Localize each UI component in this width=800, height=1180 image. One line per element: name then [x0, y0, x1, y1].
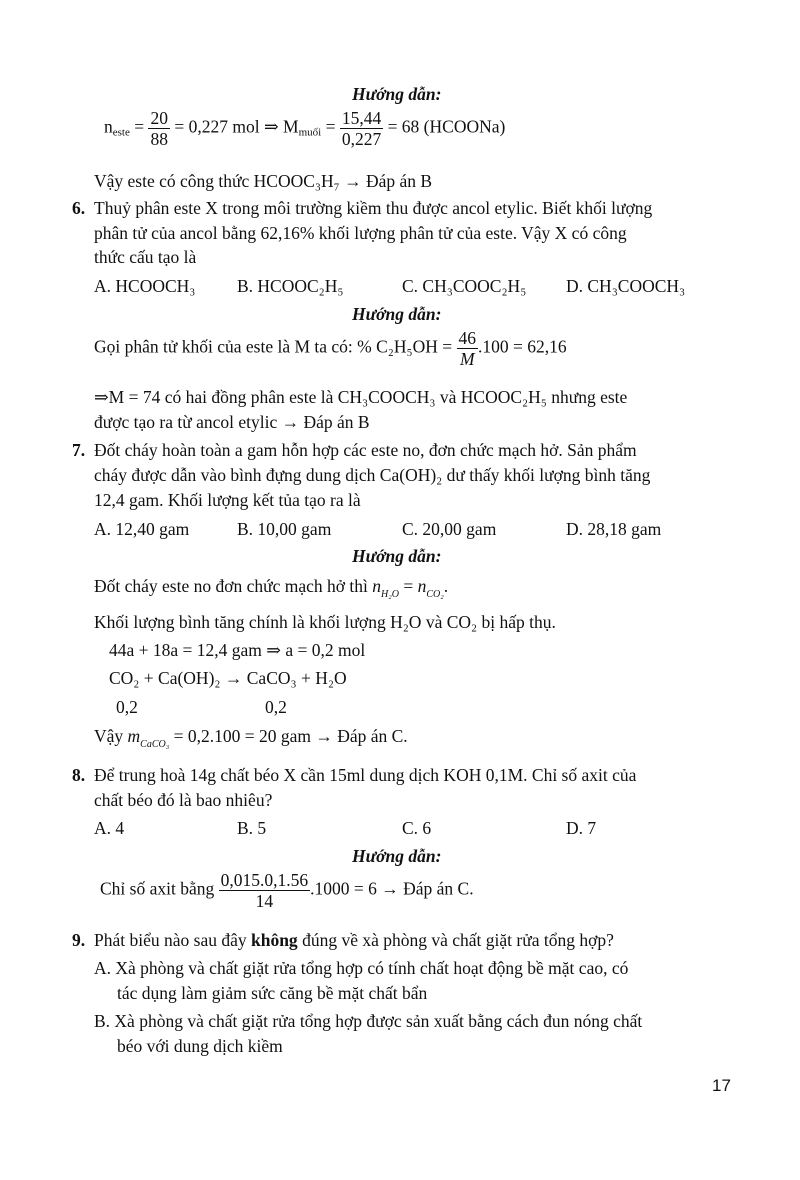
guide-formula [94, 726, 408, 750]
guide-text: Chỉ số axit bằng [100, 878, 215, 899]
denominator: 14 [255, 891, 274, 912]
question-text: Thuỷ phân este X trong môi trường kiềm thu được ancol etylic. Biết khối lượng [94, 198, 653, 218]
guide-text: ⇒M = 74 có hai đồng phân este là CH₃COOCH₃ và HCOOC₂H₅ nhưng este [94, 387, 628, 407]
option-d: D. CH₃COOCH₃ [566, 276, 686, 296]
question-text [94, 930, 614, 951]
subscript: muối [298, 126, 322, 139]
option-b: B. 10,00 gam [237, 519, 332, 539]
page-number: 17 [712, 1076, 731, 1095]
guide-formula [94, 576, 448, 600]
result: = 68 (HCOONa) [387, 116, 506, 137]
option-a: A. 12,40 gam [94, 519, 190, 539]
guide-text: Khối lượng bình tăng chính là khối lượng H₂O và CO₂ bị hấp thụ. [94, 612, 556, 632]
option-b: B. 5 [237, 818, 267, 838]
guide-text: . [443, 576, 449, 596]
numerator: 15,44 [341, 108, 382, 128]
question-text-part: Phát biểu nào sau đây [94, 930, 247, 950]
subscript: H₂O [381, 589, 399, 600]
question-text: phân tử của ancol bằng 62,16% khối lượng phân tử của este. Vậy X có công [94, 223, 627, 243]
option-b: B. HCOOC₂H₅ [237, 276, 344, 296]
option-c: C. CH₃COOC₂H₅ [402, 276, 527, 296]
fraction [457, 328, 479, 369]
equals: = [325, 116, 336, 137]
result: = 0,227 mol ⇒ M [174, 116, 299, 137]
guide-heading: Hướng dẫn: [352, 84, 442, 104]
fraction [148, 108, 170, 149]
symbol: n [372, 576, 382, 596]
conclusion-text: Vậy este có công thức HCOOC₃H₇ → Đáp án B [94, 171, 433, 191]
question-text: cháy được dẫn vào bình đựng dung dịch Ca(OH)₂ dư thấy khối lượng bình tăng [94, 465, 651, 485]
question-text: Để trung hoà 14g chất béo X cần 15ml dung dịch KOH 0,1M. Chỉ số axit của [94, 765, 637, 785]
symbol: n [417, 576, 427, 596]
symbol: m [127, 726, 141, 746]
denominator: 88 [150, 129, 168, 150]
numerator: 0,015.0,1.56 [220, 870, 309, 890]
guide-formula [94, 328, 567, 369]
guide-value: 0,2 [116, 697, 138, 717]
subscript: CO₂ [426, 589, 444, 600]
fraction [340, 108, 383, 149]
option-a-continued: tác dụng làm giảm sức căng bề mặt chất bẩn [117, 983, 428, 1003]
emphasis: không [250, 930, 298, 950]
option-d: D. 28,18 gam [566, 519, 662, 539]
numerator: 46 [458, 328, 477, 348]
question-number: 9. [72, 930, 86, 950]
option-c: C. 6 [402, 818, 432, 838]
guide-text: 44a + 18a = 12,4 gam ⇒ a = 0,2 mol [109, 640, 366, 660]
symbol: n [104, 116, 113, 137]
guide-text: Đốt cháy este no đơn chức mạch hở thì [94, 576, 368, 596]
option-d: D. 7 [566, 818, 597, 838]
subscript: este [112, 126, 130, 139]
question-text: Đốt cháy hoàn toàn a gam hỗn hợp các este no, đơn chức mạch hở. Sản phẩm [94, 440, 637, 460]
equals: = [134, 116, 145, 137]
question-number: 6. [72, 198, 86, 218]
denominator: M [459, 349, 475, 370]
guide-heading: Hướng dẫn: [352, 546, 442, 566]
option-b-continued: béo với dung dịch kiềm [117, 1036, 283, 1056]
numerator: 20 [150, 108, 168, 128]
question-text: thức cấu tạo là [94, 247, 197, 267]
guide-heading: Hướng dẫn: [352, 304, 442, 324]
guide-formula [100, 870, 474, 911]
question-text: chất béo đó là bao nhiêu? [94, 790, 273, 810]
option-b: B. Xà phòng và chất giặt rửa tổng hợp được sản xuất bằng cách đun nóng chất [94, 1011, 643, 1031]
question-text-part: đúng về xà phòng và chất giặt rửa tổng hợp? [302, 930, 614, 950]
guide-text: Vậy [94, 726, 124, 746]
guide-text: = 0,2.100 = 20 gam → Đáp án C. [173, 726, 408, 746]
option-a: A. HCOOCH₃ [94, 276, 196, 296]
option-c: C. 20,00 gam [402, 519, 497, 539]
fraction [219, 870, 311, 911]
question-number: 8. [72, 765, 86, 785]
guide-text: được tạo ra từ ancol etylic → Đáp án B [94, 412, 370, 432]
option-a: A. 4 [94, 818, 125, 838]
subscript: CaCO₃ [140, 739, 170, 750]
denominator: 0,227 [341, 129, 382, 150]
question-number: 7. [72, 440, 86, 460]
guide-heading: Hướng dẫn: [352, 846, 442, 866]
option-a: A. Xà phòng và chất giặt rửa tổng hợp có tính chất hoạt động bề mặt cao, có [94, 958, 629, 978]
guide-text: Gọi phân tử khối của este là M ta có: % C₂H₅OH = [94, 336, 453, 357]
guide-text: .1000 = 6 → Đáp án C. [310, 878, 474, 899]
guide-value: 0,2 [265, 697, 287, 717]
equals: = [403, 576, 414, 596]
formula-line [104, 108, 505, 149]
question-text: 12,4 gam. Khối lượng kết tủa tạo ra là [94, 490, 361, 510]
guide-text: .100 = 62,16 [478, 336, 567, 357]
guide-equation: CO₂ + Ca(OH)₂ → CaCO₃ + H₂O [109, 668, 347, 688]
